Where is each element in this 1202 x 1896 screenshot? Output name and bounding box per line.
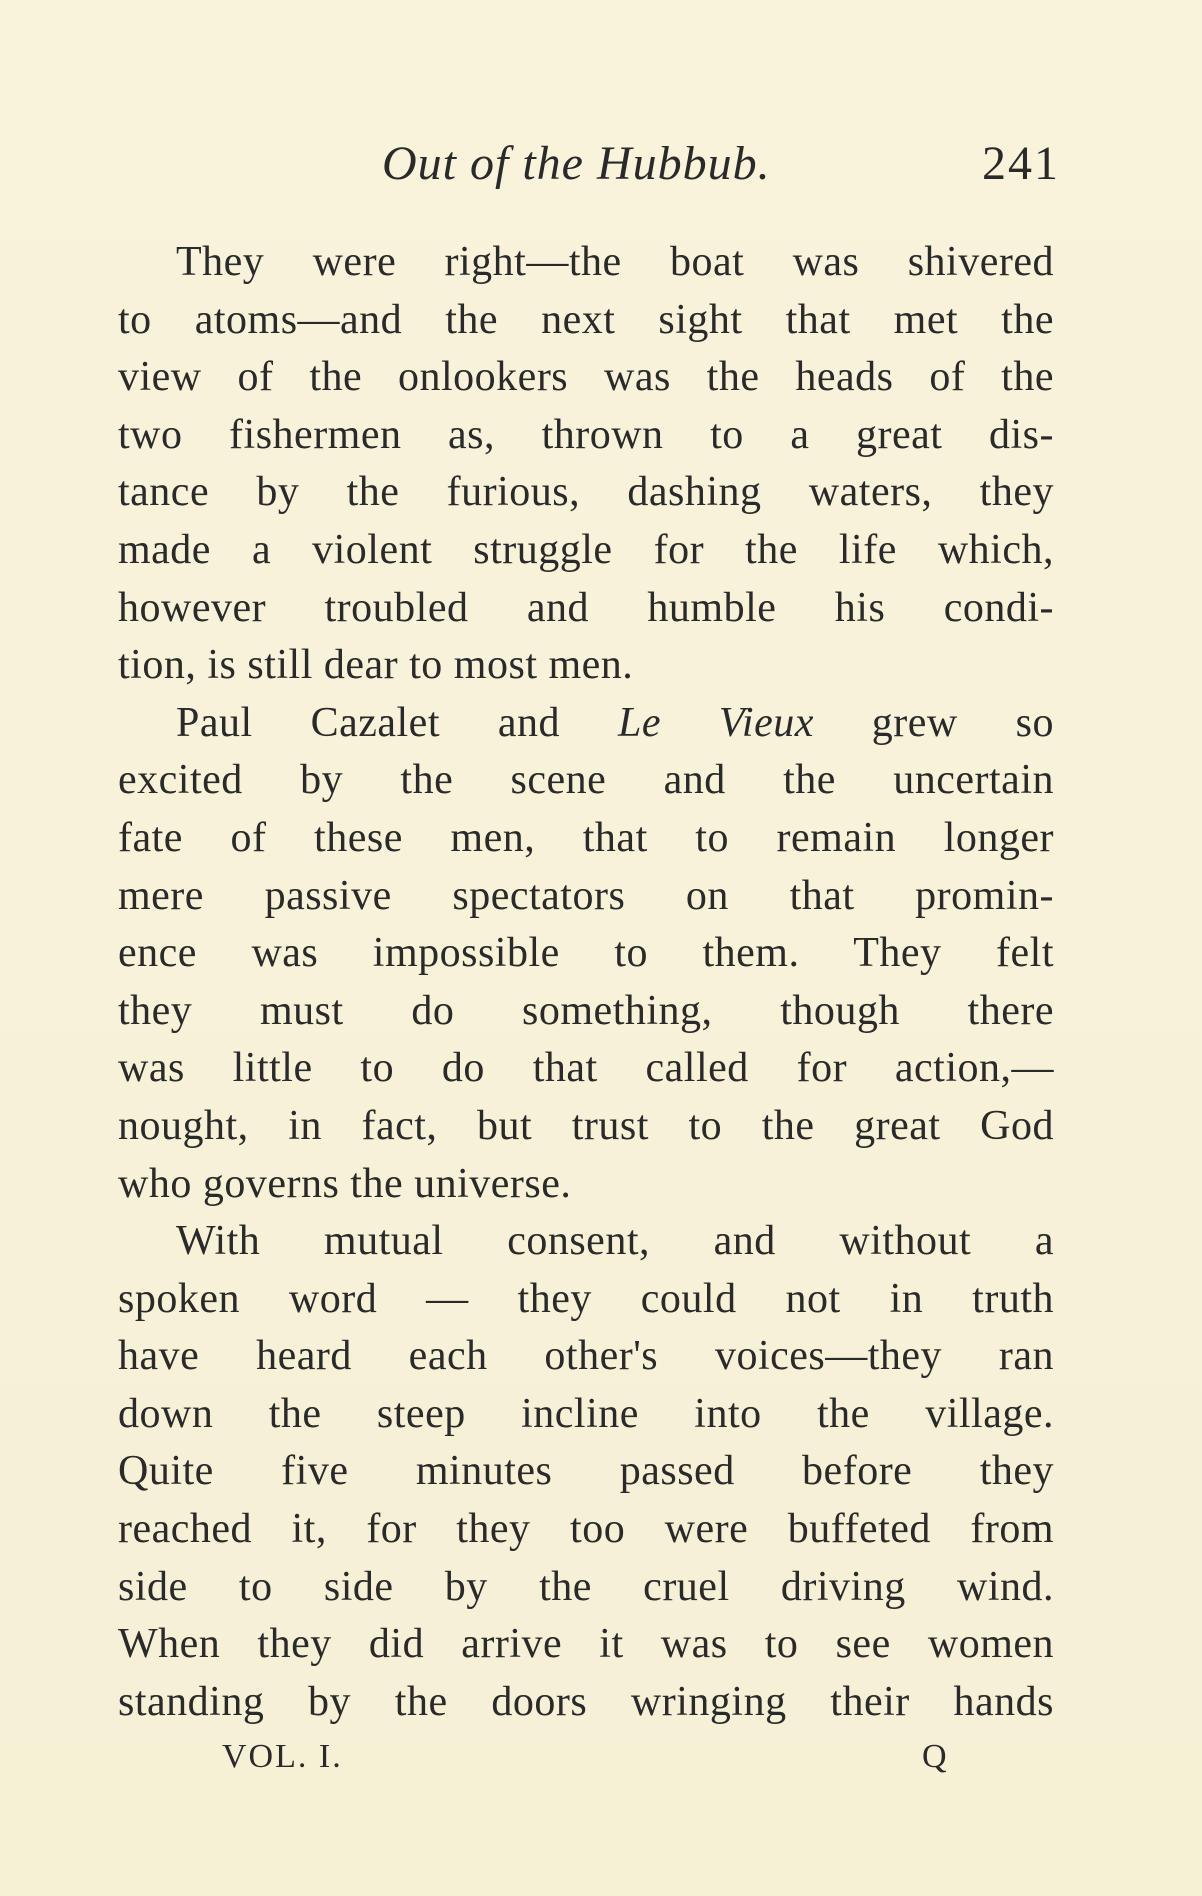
volume-signature: VOL. I. [222, 1738, 343, 1775]
text-line: have heard each other's voices—they ran [118, 1333, 1054, 1380]
text-line: who governs the universe. [118, 1160, 572, 1207]
text-line: tion, is still dear to most men. [118, 642, 634, 689]
text-line-with-italic [118, 695, 1054, 753]
text-line: When they did arrive it was to see women [118, 1621, 1054, 1668]
text-segment: Paul Cazalet and [176, 699, 618, 746]
text-line: they must do something, though there [118, 987, 1054, 1034]
body-text [118, 234, 1054, 1731]
text-segment: grew so [813, 699, 1054, 746]
text-line: two fishermen as, thrown to a great dis- [118, 411, 1054, 458]
text-line: tance by the furious, dashing waters, they [118, 469, 1054, 516]
text-line: down the steep incline into the village. [118, 1390, 1054, 1437]
text-line: mere passive spectators on that promin- [118, 872, 1054, 919]
text-line: With mutual consent, and without a [176, 1218, 1054, 1265]
text-line: nought, in fact, but trust to the great God [118, 1102, 1054, 1149]
page-footer [222, 1738, 982, 1788]
text-line: reached it, for they too were buffeted from [118, 1506, 1054, 1553]
signature-mark: Q [922, 1738, 949, 1775]
text-line: spoken word — they could not in truth [118, 1275, 1054, 1322]
text-line: however troubled and humble his condi- [118, 584, 1054, 631]
text-line: They were right—the boat was shivered [176, 239, 1054, 285]
text-line: to atoms—and the next sight that met the [118, 296, 1054, 343]
text-line: fate of these men, that to remain longer [118, 814, 1054, 861]
text-line: side to side by the cruel driving wind. [118, 1563, 1054, 1610]
text-line: excited by the scene and the uncertain [118, 757, 1054, 804]
italic-phrase: Le Vieux [617, 699, 814, 746]
text-line: ence was impossible to them. They felt [118, 930, 1054, 977]
text-line: made a violent struggle for the life which, [118, 526, 1054, 573]
text-line: was little to do that called for action,— [118, 1045, 1054, 1092]
running-title: Out of the Hubbub. [382, 137, 771, 190]
text-line: standing by the doors wringing their hands [118, 1678, 1054, 1725]
page-number: 241 [982, 137, 1060, 190]
text-line: view of the onlookers was the heads of the [118, 354, 1054, 401]
running-head [120, 136, 1060, 200]
text-line: Quite five minutes passed before they [118, 1448, 1054, 1495]
